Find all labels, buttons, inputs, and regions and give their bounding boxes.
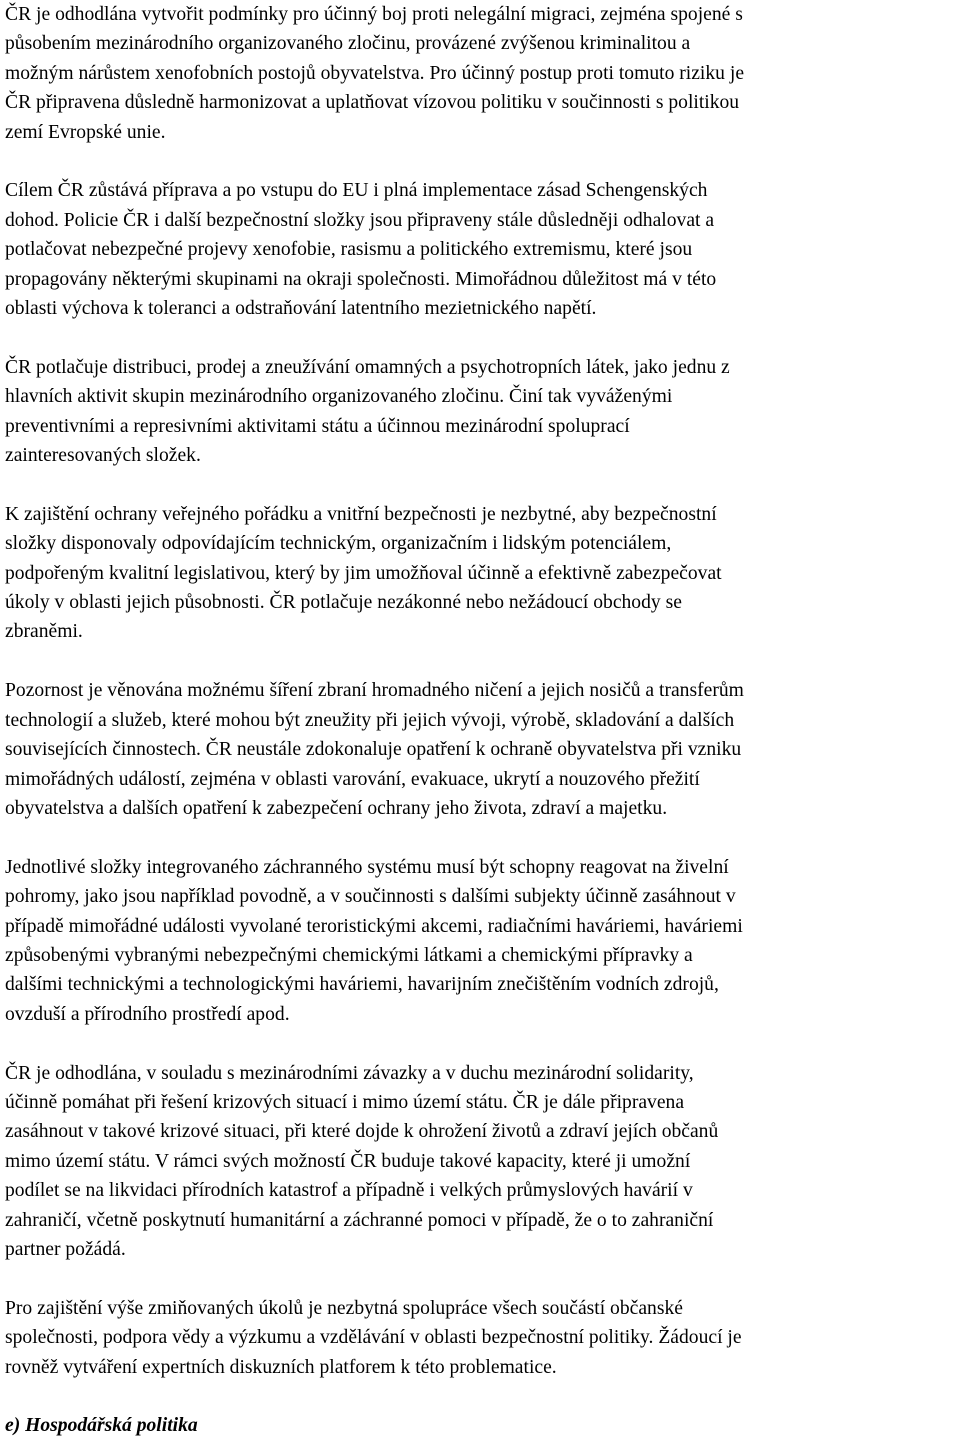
paragraph-wmd: Pozornost je věnována možnému šíření zbraní hromadného ničení a jejich nosičů a transferům technologií a služeb, které mohou být zneužity při jejich vývoji, výrobě, skladování a dalších souvisejících činnostech. ČR neustále zdokonaluje opatření k ochraně obyvatelstva při vzniku mimořádných událostí, zejména v oblasti varování, evakuace, ukrytí a nouzového přežití obyvatelstva a dalších opatření k zabezpečení ochrany jeho života, zdraví a majetku. bbox=[5, 680, 744, 819]
paragraph-civil-society: Pro zajištění výše zmiňovaných úkolů je nezbytná spolupráce všech součástí občanské společnosti, podpora vědy a výzkumu a vzdělávání v oblasti bezpečnostní politiky. Žádoucí je rovněž vytváření expertních diskuzních platforem k této problematice. bbox=[5, 1297, 742, 1378]
paragraph-drugs: ČR potlačuje distribuci, prodej a zneužívání omamných a psychotropních látek, jako jednu z hlavních aktivit skupin mezinárodního organizovaného zločinu. Činí tak vyváženými preventivními a represivními aktivitami státu a účinnou mezinárodní spoluprací zainteresovaných složek. bbox=[5, 356, 730, 467]
paragraph-public-order: K zajištění ochrany veřejného pořádku a vnitřní bezpečnosti je nezbytné, aby bezpečnostní složky disponovaly odpovídajícím technickým, organizačním i lidským potenciálem, podpořeným kvalitní legislativou, který by jim umožňoval účinně a efektivně zabezpečovat úkoly v oblasti jejich působnosti. ČR potlačuje nezákonné nebo nežádoucí obchody se zbraněmi. bbox=[5, 503, 722, 643]
paragraph-illegal-migration: ČR je odhodlána vytvořit podmínky pro účinný boj proti nelegální migraci, zejména spojené s působením mezinárodního organizovaného zločinu, provázené zvýšenou kriminalitou a možným nárůstem xenofobních postojů obyvatelstva. Pro účinný postup proti tomuto riziku je ČR připravena důsledně harmonizovat a uplatňovat vízovou politiku v součinnosti s politikou zemí Evropské unie. bbox=[5, 4, 745, 143]
paragraph-schengen: Cílem ČR zůstává příprava a po vstupu do EU i plná implementace zásad Schengenských dohod. Policie ČR i další bezpečnostní složky jsou připraveny stále důsledněji odhalovat a potlačovat nebezpečné projevy xenofobie, rasismu a politického extremismu, které jsou propagovány některými skupinami na okraji společnosti. Mimořádnou důležitost má v této oblasti výchova k toleranci a odstraňování latentního mezietnického napětí. bbox=[5, 180, 717, 320]
section-heading: e) Hospodářská politika bbox=[5, 1415, 198, 1437]
paragraph-rescue-system: Jednotlivé složky integrovaného záchranného systému musí být schopny reagovat na živelní pohromy, jako jsou například povodně, a v součinnosti s dalšími subjekty účinně zasáhnout v případě mimořádné události vyvolané teroristickými akcemi, radiačními haváriemi, haváriemi způsobenými vybranými nebezpečnými chemickými látkami a chemickými přípravky a dalšími technickými a technologickými haváriemi, havarijním znečištěním vodních zdrojů, ovzduší a přírodního prostředí apod. bbox=[5, 856, 743, 1025]
paragraph-international-solidarity: ČR je odhodlána, v souladu s mezinárodními závazky a v duchu mezinárodní solidarity, účinně pomáhat při řešení krizových situací i mimo území státu. ČR je dále připravena zasáhnout v takové krizové situaci, při které dojde k ohrožení životů a zdraví jejích občanů mimo území státu. V rámci svých možností ČR buduje takové kapacity, které ji umožní podílet se na likvidaci přírodních katastrof a případně i velkých průmyslových havárií v zahraničí, včetně poskytnutí humanitární a záchranné pomoci v případě, že o to zahraniční partner požádá. bbox=[5, 1062, 719, 1260]
document-page bbox=[5, 0, 955, 1441]
